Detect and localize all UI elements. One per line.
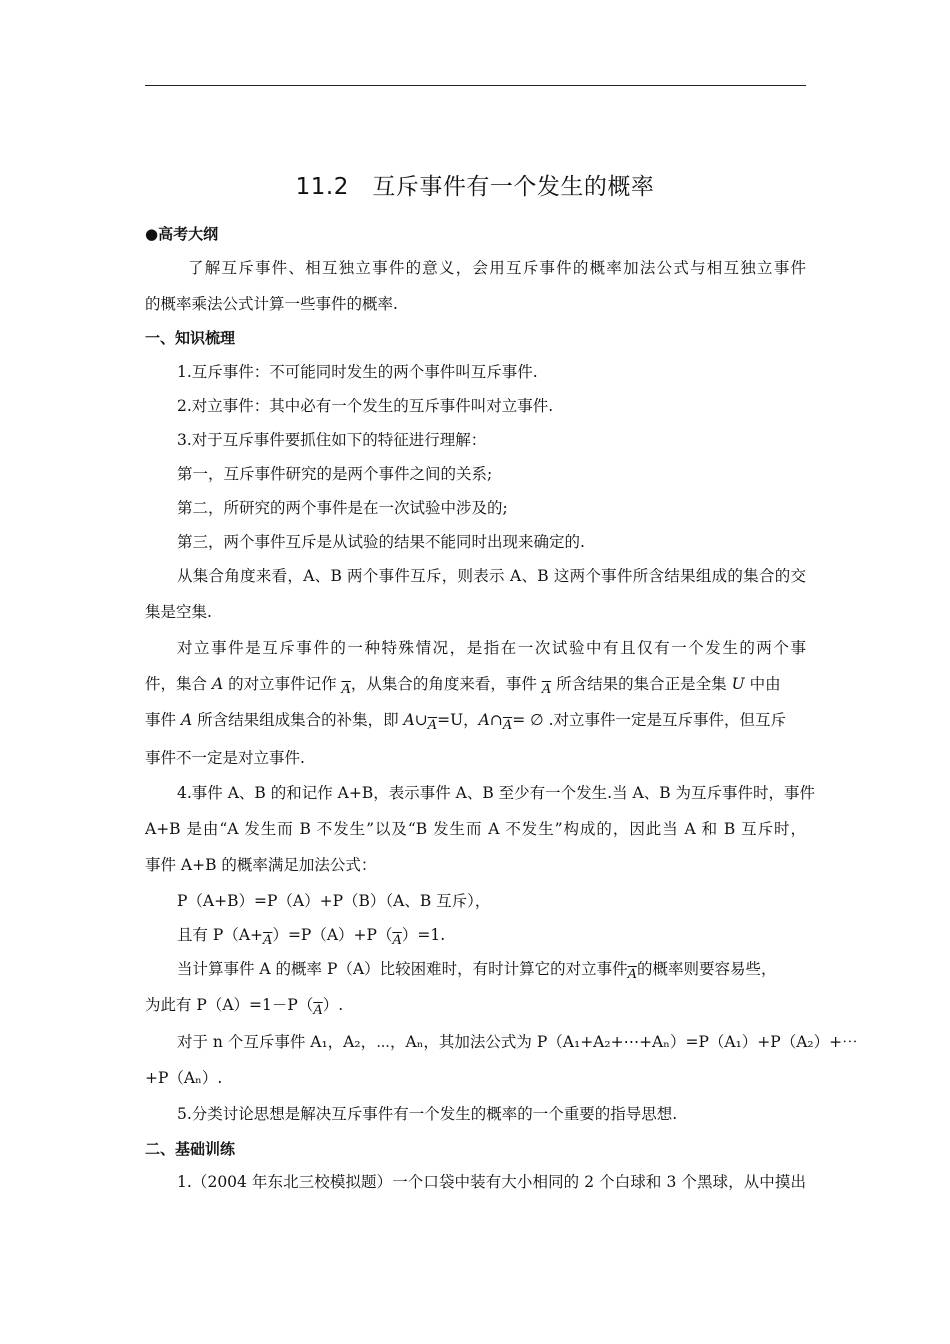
formula-n-events-line1: 对于 n 个互斥事件 A₁，A₂，⋯，Aₙ，其加法公式为 P（A₁+A₂+⋯+Aₙ）=P（A₁）+P（A₂）+⋯	[177, 1033, 858, 1051]
opposite-text-2: 件，集合 A 的对立事件记作 $_{\overline{A}}$，从集合的角度来看，事件 $_{\overline{A}}$ 所含结果的集合正是全集 U 中由	[145, 675, 781, 697]
outline-text-2: 的概率乘法公式计算一些事件的概率.	[145, 295, 398, 313]
outline-text-1: 了解互斥事件、相互独立事件的意义，会用互斥事件的概率加法公式与相互独立事件	[188, 259, 806, 277]
knowledge-item-3a: 第一，互斥事件研究的是两个事件之间的关系;	[177, 465, 493, 483]
formula-complement: 且有 $P(A+_{\overline{A}})=P(A)+P(_{\overline{A}})=1$.	[177, 926, 446, 948]
knowledge-item-1: 1.互斥事件：不可能同时发生的两个事件叫互斥事件.	[177, 363, 538, 381]
knowledge-item-3b: 第二，所研究的两个事件是在一次试验中涉及的;	[177, 499, 508, 517]
page-title: 11.2 互斥事件有一个发生的概率	[295, 174, 655, 200]
knowledge-item-4-line2: A+B 是由“A 发生而 B 不发生”以及“B 发生而 A 不发生”构成的，因此当 A 和 B 互斥时，	[145, 820, 806, 838]
knowledge-item-2: 2.对立事件：其中必有一个发生的互斥事件叫对立事件.	[177, 397, 554, 415]
knowledge-item-5: 5.分类讨论思想是解决互斥事件有一个发生的概率的一个重要的指导思想.	[177, 1105, 678, 1123]
set-view-text-1: 从集合角度来看，A、B 两个事件互斥，则表示 A、B 这两个事件所含结果组成的集合的交	[177, 567, 806, 585]
section-knowledge-heading: 一、知识梳理	[145, 329, 236, 347]
knowledge-item-3: 3.对于互斥事件要抓住如下的特征进行理解：	[177, 431, 487, 449]
opposite-text-4: 事件不一定是对立事件.	[145, 749, 305, 767]
formula-note-line2: 为此有 $P(A)=1-P(_{\overline{A}})$.	[145, 996, 344, 1018]
knowledge-item-3c: 第三，两个事件互斥是从试验的结果不能同时出现来确定的.	[177, 533, 585, 551]
header-rule	[145, 85, 806, 86]
opposite-text-1: 对立事件是互斥事件的一种特殊情况，是指在一次试验中有且仅有一个发生的两个事	[177, 639, 806, 657]
formula-note-line1: 当计算事件 A 的概率 P（A）比较困难时，有时计算它的对立事件$_{\overline{A}}$的概率则要容易些，	[177, 960, 777, 982]
opposite-text-3: 事件 A 所含结果组成集合的补集，即 $A\cup_{\overline{A}}=U$，$A\cap_{\overline{A}}=$ ∅ .对立事件一定是互斥事件，但互斥	[145, 711, 787, 733]
formula-addition: P（A+B）=P（A）+P（B）（A、B 互斥），	[177, 892, 491, 910]
formula-n-events-line2: +P（Aₙ）.	[145, 1069, 223, 1087]
section-outline-heading: ●高考大纲	[145, 225, 219, 243]
knowledge-item-4-line3: 事件 A+B 的概率满足加法公式：	[145, 856, 377, 874]
knowledge-item-4-line1: 4.事件 A、B 的和记作 A+B，表示事件 A、B 至少有一个发生.当 A、B 为互斥事件时，事件	[177, 784, 816, 802]
section-basic-heading: 二、基础训练	[145, 1140, 236, 1158]
set-view-text-2: 集是空集.	[145, 603, 212, 621]
question-1: 1.（2004 年东北三校模拟题）一个口袋中装有大小相同的 2 个白球和 3 个黑球，从中摸出	[177, 1173, 806, 1191]
